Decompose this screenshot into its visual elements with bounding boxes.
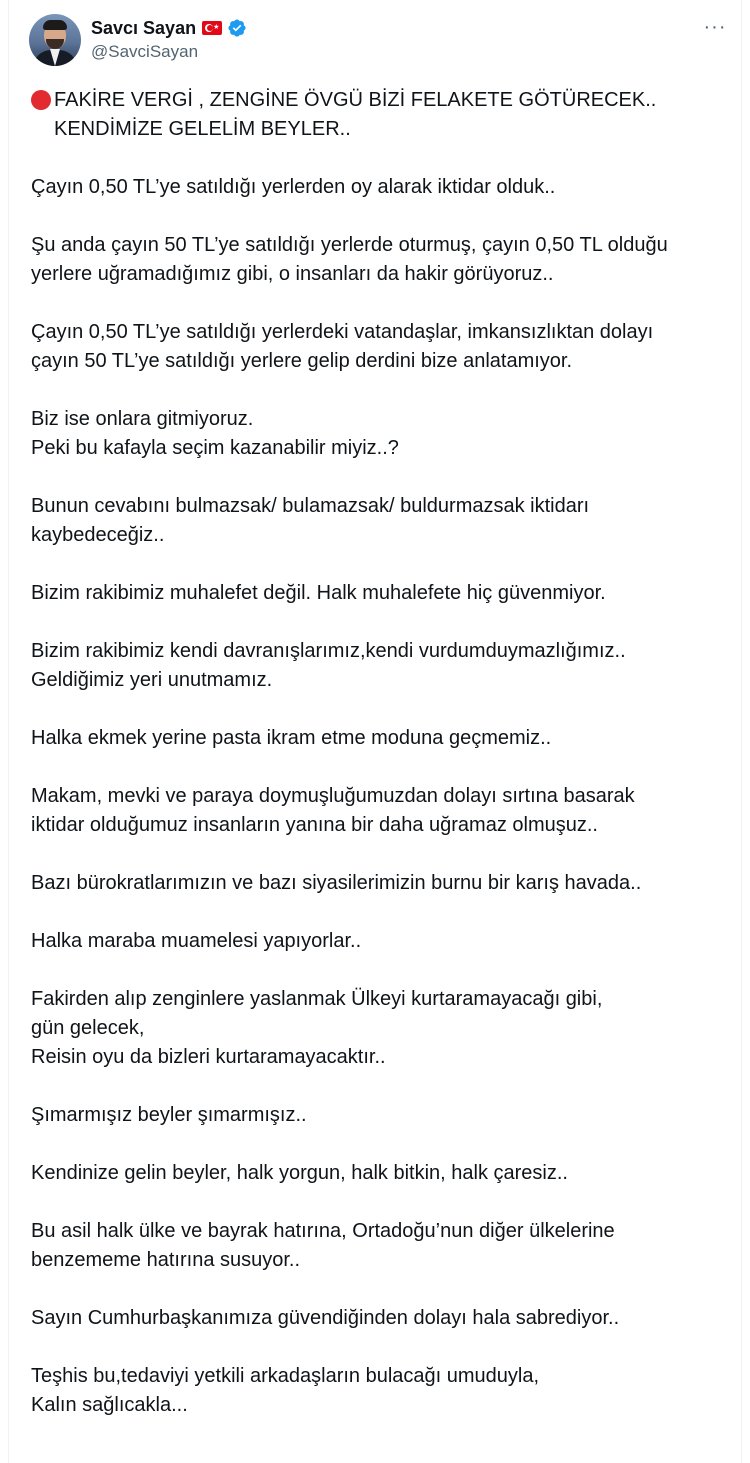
tweet-paragraph: Çayın 0,50 TL’ye satıldığı yerlerdeki vatandaşlar, imkansızlıktan dolayı çayın 50 TL’ye satıldığı yerlere gelip derdini bize anlatamıyor.: [31, 321, 654, 372]
tweet-header: [29, 10, 729, 70]
author-name-row: [91, 17, 247, 39]
tweet-paragraph: Bizim rakibimiz kendi davranışlarımız,kendi vurdumduymazlığımız.. Geldiğimiz yeri unutmamız.: [31, 640, 626, 691]
turkey-flag-icon: ★: [202, 21, 222, 35]
verified-badge-icon: [227, 18, 247, 38]
tweet-paragraph: Kendinize gelin beyler, halk yorgun, halk bitkin, halk çaresiz..: [31, 1162, 568, 1184]
tweet-paragraph: Fakirden alıp zenginlere yaslanmak Ülkeyi kurtaramayacağı gibi, gün gelecek, Reisin oyu da bizleri kurtaramayacaktır..: [31, 988, 603, 1068]
tweet-paragraph: Sayın Cumhurbaşkanımıza güvendiğinden dolayı hala sabrediyor..: [31, 1307, 620, 1329]
more-options-icon[interactable]: ···: [703, 16, 727, 38]
tweet-paragraph-text: FAKİRE VERGİ , ZENGİNE ÖVGÜ BİZİ FELAKETE GÖTÜRECEK.. KENDİMİZE GELELİM BEYLER..: [54, 89, 657, 140]
author-handle[interactable]: @SavciSayan: [91, 42, 199, 61]
tweet-paragraph: Halka maraba muamelesi yapıyorlar..: [31, 930, 362, 952]
author-display-name[interactable]: Savcı Sayan: [91, 17, 197, 38]
tweet-paragraph: Biz ise onlara gitmiyoruz. Peki bu kafayla seçim kazanabilir miyiz..?: [31, 408, 399, 459]
tweet-paragraph: Bizim rakibimiz muhalefet değil. Halk muhalefete hiç güvenmiyor.: [31, 582, 606, 604]
tweet-paragraph: Şımarmışız beyler şımarmışız..: [31, 1104, 307, 1126]
tweet-paragraph: Bunun cevabını bulmazsak/ bulamazsak/ buldurmazsak iktidarı kaybedeceğiz..: [31, 495, 590, 546]
tweet-paragraph: Halka ekmek yerine pasta ikram etme moduna geçmemiz..: [31, 727, 552, 749]
tweet-text: [31, 86, 737, 1449]
red-circle-icon: [31, 90, 51, 110]
tweet-paragraph: Teşhis bu,tedaviyi yetkili arkadaşların bulacağı umuduyla, Kalın sağlıcakla...: [31, 1365, 540, 1416]
tweet-paragraph: Bu asil halk ülke ve bayrak hatırına, Ortadoğu’nun diğer ülkelerine benzememe hatırına susuyor..: [31, 1220, 615, 1271]
tweet-paragraph: [31, 86, 737, 144]
tweet-card: [8, 0, 742, 1463]
avatar[interactable]: [29, 14, 81, 66]
tweet-paragraph: Bazı bürokratlarımızın ve bazı siyasilerimizin burnu bir karış havada..: [31, 872, 642, 894]
tweet-paragraph: Şu anda çayın 50 TL’ye satıldığı yerlerde oturmuş, çayın 0,50 TL olduğu yerlere uğramadığımız gibi, o insanları da hakir görüyoruz..: [31, 234, 668, 285]
tweet-paragraph: Makam, mevki ve paraya doymuşluğumuzdan dolayı sırtına basarak iktidar olduğumuz insanların yanına bir daha uğramaz olmuşuz..: [31, 785, 635, 836]
tweet-paragraph: Çayın 0,50 TL’ye satıldığı yerlerden oy alarak iktidar olduk..: [31, 176, 556, 198]
